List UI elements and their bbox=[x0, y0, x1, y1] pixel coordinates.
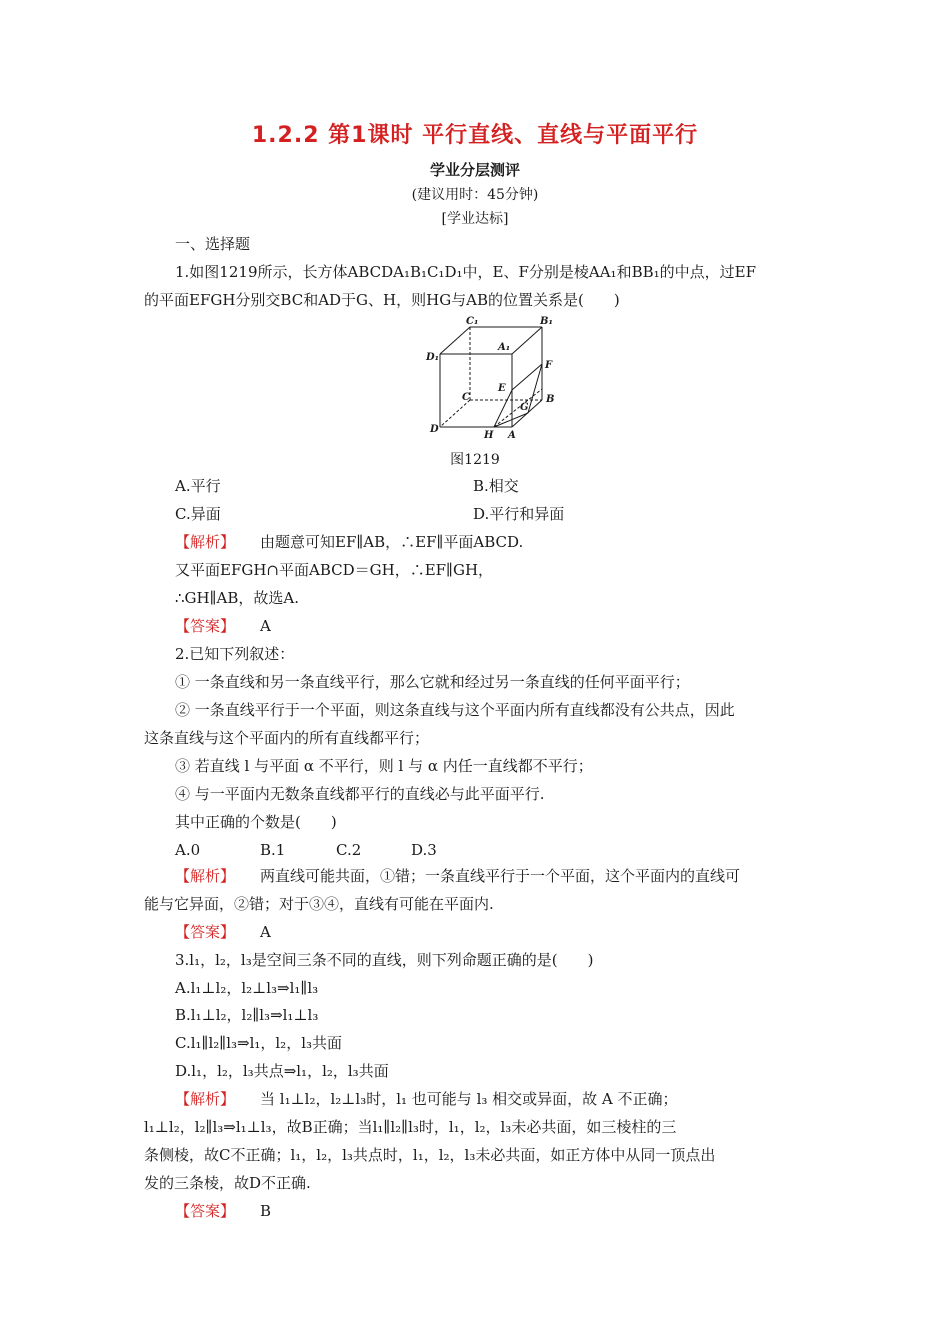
q2-option-c: C.2 bbox=[336, 841, 362, 859]
q2-question: 其中正确的个数是( ) bbox=[175, 813, 337, 831]
q3-option-d: D.l₁，l₂，l₃共点⇒l₁，l₂，l₃共面 bbox=[175, 1062, 389, 1080]
q1-stem-line1: 1.如图1219所示，长方体ABCDA₁B₁C₁D₁中，E、F分别是棱AA₁和BB₁的中点，过EF bbox=[175, 263, 756, 281]
q1-analysis-line3: ∴GH∥AB，故选A. bbox=[175, 589, 299, 607]
q3-stem: 3.l₁，l₂，l₃是空间三条不同的直线，则下列命题正确的是( ) bbox=[175, 951, 594, 969]
q2-statement-2a: ② 一条直线平行于一个平面，则这条直线与这个平面内所有直线都没有公共点，因此 bbox=[175, 701, 735, 719]
q2-stem: 2.已知下列叙述： bbox=[175, 645, 295, 663]
q3-answer: B bbox=[260, 1202, 272, 1220]
section-tag: [学业达标] bbox=[441, 211, 509, 227]
q2-answer-tag: 【答案】 bbox=[175, 923, 236, 941]
page-subtitle: 学业分层测评 bbox=[429, 161, 520, 179]
q1-analysis-tag: 【解析】 bbox=[175, 533, 236, 551]
q1-stem-line2: 的平面EFGH分别交BC和AD于G、H，则HG与AB的位置关系是( ) bbox=[144, 291, 620, 309]
q2-statement-2b: 这条直线与这个平面内的所有直线都平行； bbox=[144, 729, 430, 747]
cuboid-figure bbox=[422, 312, 562, 442]
q1-option-d: D.平行和异面 bbox=[473, 505, 565, 523]
q2-statement-4: ④ 与一平面内无数条直线都平行的直线必与此平面平行. bbox=[175, 785, 545, 803]
q1-option-b: B.相交 bbox=[473, 477, 519, 495]
q1-analysis-line2: 又平面EFGH∩平面ABCD＝GH，∴EF∥GH， bbox=[175, 561, 494, 579]
q3-analysis-line2: l₁⊥l₂，l₂∥l₃⇒l₁⊥l₃，故B正确；当l₁∥l₂∥l₃时，l₁，l₂，l₃未必共面，如三棱柱的三 bbox=[144, 1118, 677, 1136]
label-g: G bbox=[520, 402, 529, 413]
q1-answer-tag: 【答案】 bbox=[175, 617, 236, 635]
page-title: 1.2.2 第1课时 平行直线、直线与平面平行 bbox=[251, 123, 699, 148]
q1-answer: A bbox=[260, 617, 271, 635]
label-c1: C₁ bbox=[466, 316, 479, 327]
q2-statement-3: ③ 若直线 l 与平面 α 不平行，则 l 与 α 内任一直线都不平行； bbox=[175, 757, 593, 775]
label-h: H bbox=[484, 430, 494, 441]
q1-option-a: A.平行 bbox=[175, 477, 221, 495]
q2-option-b: B.1 bbox=[260, 841, 286, 859]
q3-analysis-line1: 当 l₁⊥l₂，l₂⊥l₃时，l₁ 也可能与 l₃ 相交或异面，故 A 不正确； bbox=[260, 1090, 678, 1108]
q3-analysis-tag: 【解析】 bbox=[175, 1090, 236, 1108]
label-b1: B₁ bbox=[540, 316, 553, 327]
q2-option-a: A.0 bbox=[175, 841, 201, 859]
q3-option-b: B.l₁⊥l₂，l₂∥l₃⇒l₁⊥l₃ bbox=[175, 1006, 319, 1024]
q3-option-a: A.l₁⊥l₂，l₂⊥l₃⇒l₁∥l₃ bbox=[175, 979, 319, 997]
label-d: D bbox=[430, 424, 439, 435]
label-e: E bbox=[498, 383, 506, 394]
label-b: B bbox=[546, 394, 555, 405]
label-a1: A₁ bbox=[498, 342, 511, 353]
q2-option-d: D.3 bbox=[411, 841, 437, 859]
q2-statement-1: ① 一条直线和另一条直线平行，那么它就和经过另一条直线的任何平面平行； bbox=[175, 673, 690, 691]
q3-analysis-line4: 发的三条棱，故D不正确. bbox=[144, 1174, 311, 1192]
q2-analysis-tag: 【解析】 bbox=[175, 867, 236, 885]
q2-analysis-line2: 能与它异面，②错；对于③④，直线有可能在平面内. bbox=[144, 895, 494, 913]
q1-analysis-line1: 由题意可知EF∥AB，∴EF∥平面ABCD. bbox=[260, 533, 524, 551]
label-c: C bbox=[462, 392, 470, 403]
time-note: (建议用时：45分钟) bbox=[411, 187, 539, 203]
q2-analysis-line1: 两直线可能共面，①错；一条直线平行于一个平面，这个平面内的直线可 bbox=[260, 867, 741, 885]
q3-answer-tag: 【答案】 bbox=[175, 1202, 236, 1220]
figure-caption: 图1219 bbox=[450, 452, 500, 468]
q3-option-c: C.l₁∥l₂∥l₃⇒l₁，l₂，l₃共面 bbox=[175, 1034, 342, 1052]
section-heading: 一、选择题 bbox=[175, 235, 251, 253]
q2-answer: A bbox=[260, 923, 271, 941]
label-a: A bbox=[508, 430, 516, 441]
label-d1: D₁ bbox=[426, 352, 440, 363]
q3-analysis-line3: 条侧棱，故C不正确；l₁，l₂，l₃共点时，l₁，l₂，l₃未必共面，如正方体中从同一顶点出 bbox=[144, 1146, 716, 1164]
label-f: F bbox=[545, 360, 553, 371]
q1-option-c: C.异面 bbox=[175, 505, 221, 523]
